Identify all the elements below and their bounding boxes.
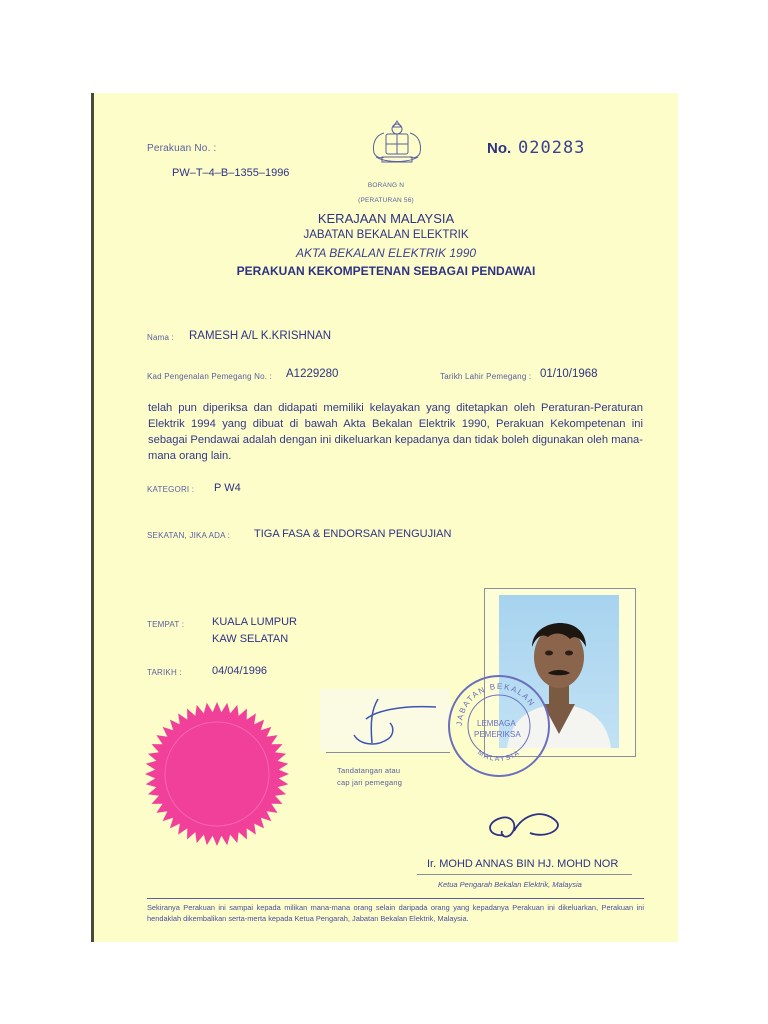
borang-label: BORANG N [367, 182, 405, 189]
pink-seal-icon [144, 701, 290, 847]
serial-label: No. [487, 140, 512, 157]
kategori-value: P W4 [214, 482, 241, 494]
coat-of-arms-icon [362, 117, 432, 167]
footer-divider [147, 898, 644, 899]
peraturan-label: (PERATURAN 56) [358, 197, 414, 204]
official-name: Ir. MOHD ANNAS BIN HJ. MOHD NOR [427, 858, 619, 870]
official-signature-line [417, 874, 632, 875]
tempat-line-1: KUALA LUMPUR [212, 616, 297, 628]
title-perakuan: PERAKUAN KEKOMPETENAN SEBAGAI PENDAWAI [236, 264, 536, 278]
footer-note: Sekiranya Perakuan ini sampai kepada milikan mana-mana orang selain daripada orang yang kepadanya Perakuan ini dikeluarkan, Perakuan ini hendaklah dikembalikan serta-merta kepada Ketua Pengarah, Jabatan Bekalan Elektrik, Malaysia. [147, 903, 644, 923]
title-akta: AKTA BEKALAN ELEKTRIK 1990 [295, 246, 477, 260]
sekatan-label: SEKATAN, JIKA ADA : [147, 531, 231, 540]
dob-label: Tarikh Lahir Pemegang : [440, 372, 532, 381]
title-jabatan: JABATAN BEKALAN ELEKTRIK [303, 229, 469, 241]
holder-caption-1: Tandatangan atau [337, 766, 401, 775]
holder-signature-icon [344, 691, 444, 753]
certificate [91, 93, 678, 942]
official-title: Ketua Pengarah Bekalan Elektrik, Malaysia [438, 880, 582, 889]
stamp-center-2: PEMERIKSA [474, 730, 521, 739]
tempat-line-2: KAW SELATAN [212, 633, 289, 645]
sekatan-value: TIGA FASA & ENDORSAN PENGUJIAN [254, 528, 452, 540]
title-kerajaan: KERAJAAN MALAYSIA [317, 211, 455, 226]
holder-signature-line [326, 752, 450, 753]
declaration-paragraph: telah pun diperiksa dan didapati memiliki kelayakan yang ditetapkan oleh Peraturan-Peraturan Elektrik 1994 yang dibuat di bawah Akta Bekalan Elektrik 1990, Perakuan Kekompetenan ini sebagai Pendawai adalah dengan ini dikeluarkan kepadanya dan tidak boleh digunakan oleh mana-mana orang lain. [148, 402, 643, 462]
nama-label: Nama : [147, 333, 174, 342]
tempat-label: TEMPAT : [147, 620, 185, 629]
tarikh-value: 04/04/1996 [212, 665, 268, 677]
stamp-top-text: JABATAN BEKALAN [454, 681, 537, 727]
stamp-center-1: LEMBAGA [477, 719, 516, 728]
svg-text:MALAYSIA [476, 749, 522, 763]
perakuan-no-value: PW–T–4–B–1355–1996 [172, 167, 290, 179]
ic-label: Kad Pengenalan Pemegang No. : [147, 372, 272, 381]
tarikh-label: TARIKH : [147, 668, 182, 677]
perakuan-no-label: Perakuan No. : [147, 143, 217, 154]
official-signature-icon [474, 805, 564, 853]
dob-value: 01/10/1968 [540, 368, 598, 380]
kategori-label: KATEGORI : [147, 485, 195, 494]
holder-caption-2: cap jari pemegang [337, 778, 403, 787]
official-stamp [444, 671, 554, 781]
stamp-bottom-text: MALAYSIA [476, 749, 522, 764]
nama-value: RAMESH A/L K.KRISHNAN [189, 330, 332, 342]
serial-number: 020283 [518, 138, 586, 158]
ic-value: A1229280 [286, 368, 339, 380]
